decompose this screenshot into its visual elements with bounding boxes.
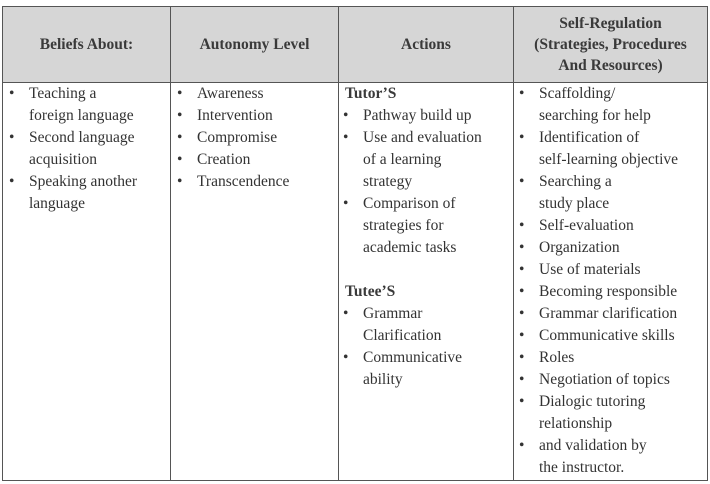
column-divider xyxy=(170,7,171,480)
list-item: • Compromise xyxy=(175,127,335,149)
list-item: • Awareness xyxy=(175,83,335,105)
autonomy-cell xyxy=(175,83,335,193)
column-divider xyxy=(338,7,339,480)
header-actions: Actions xyxy=(401,36,451,53)
tutee-section-title: Tutee’S xyxy=(345,283,396,300)
framework-table xyxy=(2,6,708,481)
autonomy-list xyxy=(175,83,335,193)
header-self-regulation-line3: And Resources) xyxy=(558,57,663,74)
self-regulation-cell xyxy=(517,83,707,479)
table-header-row xyxy=(3,7,707,83)
header-self-regulation xyxy=(514,7,707,82)
list-item: • Dialogic tutoring relationship xyxy=(517,391,707,435)
list-item: • Comparison of strategies for academic tasks xyxy=(341,193,511,259)
list-item: • Scaffolding/ searching for help xyxy=(517,83,707,127)
list-item: • Teaching a foreign language xyxy=(7,83,167,127)
list-item: • Becoming responsible xyxy=(517,281,707,303)
tutee-actions-list xyxy=(341,303,511,391)
list-item: • Speaking another language xyxy=(7,171,167,215)
beliefs-cell xyxy=(7,83,167,215)
list-item: • Use and evaluation of a learning strategy xyxy=(341,127,511,193)
list-item: • Communicative ability xyxy=(341,347,511,391)
list-item: • Use of materials xyxy=(517,259,707,281)
list-item: • and validation by the instructor. xyxy=(517,435,707,479)
self-regulation-list xyxy=(517,83,707,479)
column-divider xyxy=(513,7,514,480)
actions-cell xyxy=(345,83,511,391)
list-item: • Negotiation of topics xyxy=(517,369,707,391)
list-item: • Organization xyxy=(517,237,707,259)
header-self-regulation-line2: (Strategies, Procedures xyxy=(534,36,687,53)
list-item: • Intervention xyxy=(175,105,335,127)
list-item: • Communicative skills xyxy=(517,325,707,347)
header-self-regulation-line1: Self-Regulation xyxy=(559,15,662,32)
list-item: • Second language acquisition xyxy=(7,127,167,171)
header-beliefs: Beliefs About: xyxy=(39,36,134,53)
list-item: • Searching a study place xyxy=(517,171,707,215)
list-item: • Pathway build up xyxy=(341,105,511,127)
list-item: • Transcendence xyxy=(175,171,335,193)
list-item: • Grammar clarification xyxy=(517,303,707,325)
list-item: • Creation xyxy=(175,149,335,171)
beliefs-list xyxy=(7,83,167,215)
list-item: • Self-evaluation xyxy=(517,215,707,237)
header-autonomy-level: Autonomy Level xyxy=(199,36,310,53)
list-item: • Identification of self-learning objective xyxy=(517,127,707,171)
tutor-section-title: Tutor’S xyxy=(345,85,397,102)
tutor-actions-list xyxy=(341,105,511,259)
list-item: • Roles xyxy=(517,347,707,369)
list-item: • Grammar Clarification xyxy=(341,303,511,347)
